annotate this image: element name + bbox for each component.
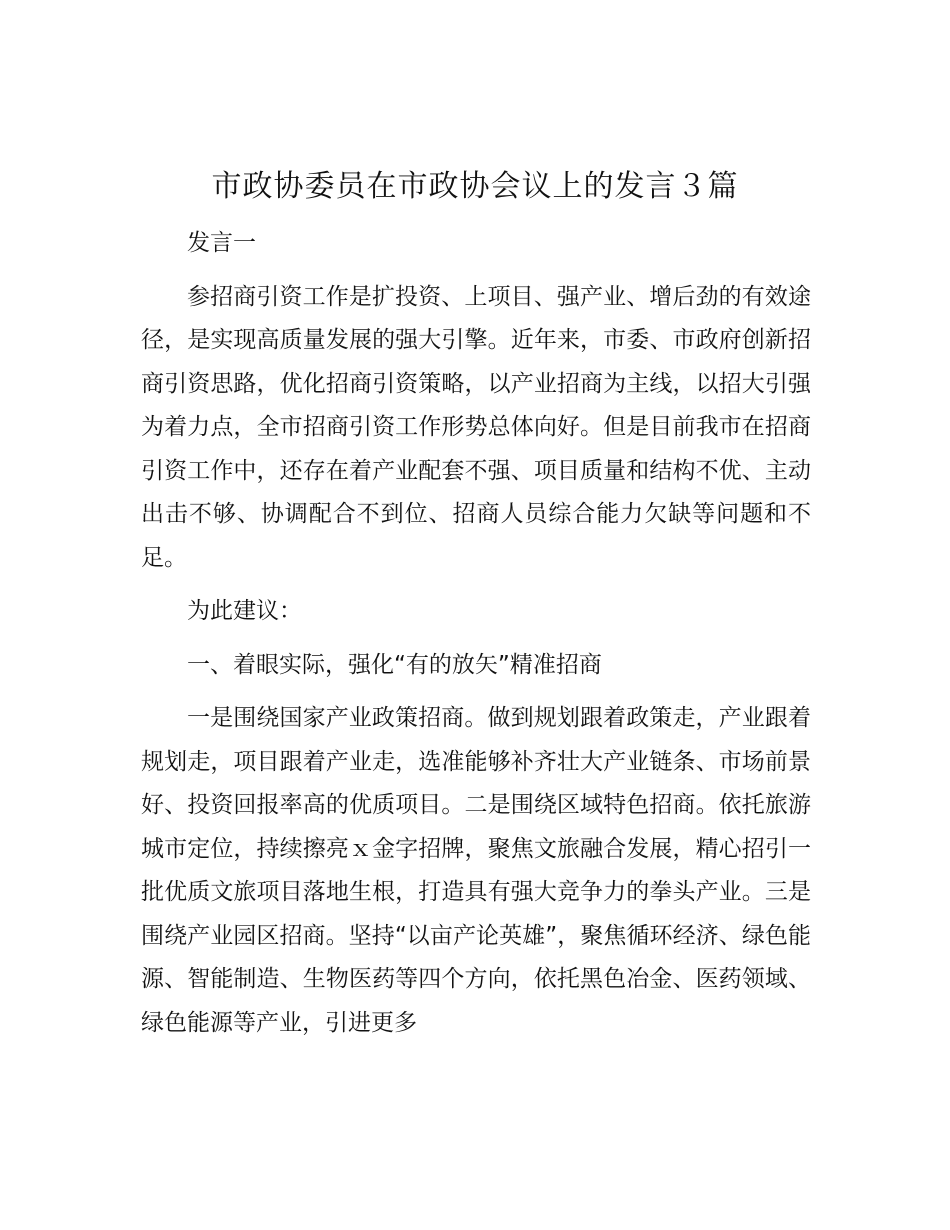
body-paragraph-suggestion-lead: 为此建议： (187, 598, 302, 624)
body-paragraph-details: 一是围绕国家产业政策招商。做到规划跟着政策走，产业跟着规划走，项目跟着产业走，选准能够补齐壮大产业链条、市场前景好、投资回报率高的优质项目。二是围绕区域特色招商。依托旅游城市定位，持续擦亮ｘ金字招牌，聚焦文旅融合发展，精心招引一批优质文旅项目落地生根，打造具有强大竞争力的拳头产业。三是围绕产业园区招商。坚持“以亩产论英雄”，聚焦循环经济、绿色能源、智能制造、生物医药等四个方向，依托黑色冶金、医药领域、绿色能源等产业，引进更多 (141, 705, 811, 1036)
document-title: 市政协委员在市政协会议上的发言３篇 (211, 169, 739, 204)
document-body (141, 222, 811, 1045)
body-paragraph-intro: 参招商引资工作是扩投资、上项目、强产业、增后劲的有效途径，是实现高质量发展的强大引擎。近年来，市委、市政府创新招商引资思路，优化招商引资策略，以产业招商为主线，以招大引强为着力点，全市招商引资工作形势总体向好。但是目前我市在招商引资工作中，还存在着产业配套不强、项目质量和结构不优、主动出击不够、协调配合不到位、招商人员综合能力欠缺等问题和不足。 (141, 283, 811, 571)
section-heading-point-one: 一、着眼实际，强化“有的放矢”精准招商 (187, 651, 602, 678)
section-heading-speech-one: 发言一 (187, 230, 256, 256)
